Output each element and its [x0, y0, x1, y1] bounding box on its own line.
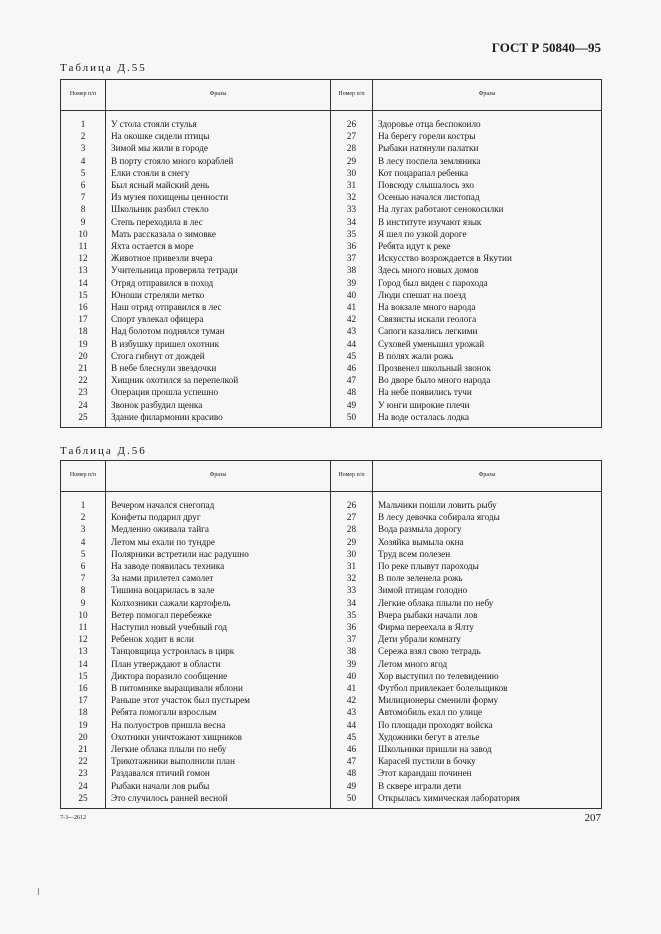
row-phrase: Легкие облака плыли по небу [373, 597, 602, 609]
row-phrase: Сапоги казались легкими [373, 325, 602, 337]
row-phrase: Юноши стреляли метко [106, 289, 331, 301]
row-number: 26 [331, 499, 373, 511]
table-row [61, 706, 602, 718]
row-phrase: В питомнике выращивали яблони [106, 682, 331, 694]
row-phrase: Труд всем полезен [373, 548, 602, 560]
row-number: 12 [61, 633, 106, 645]
row-number: 19 [61, 719, 106, 731]
row-phrase: На лугах работают сенокосилки [373, 203, 602, 215]
row-number: 21 [61, 743, 106, 755]
row-phrase: Ребенок ходит в ясли [106, 633, 331, 645]
row-number: 48 [331, 386, 373, 398]
phrase-table-d55 [60, 79, 602, 428]
spacer-row [61, 492, 602, 500]
row-number: 32 [331, 191, 373, 203]
row-number: 47 [331, 755, 373, 767]
row-phrase: Город был виден с парохода [373, 277, 602, 289]
table-row [61, 167, 602, 179]
row-number: 41 [331, 301, 373, 313]
row-phrase: Суховей уменьшил урожай [373, 338, 602, 350]
row-phrase: Из музея похищены ценности [106, 191, 331, 203]
row-phrase: Наш отряд отправился в лес [106, 301, 331, 313]
spacer-cell [331, 492, 373, 500]
row-phrase: Над болотом поднялся туман [106, 325, 331, 337]
row-number: 20 [61, 731, 106, 743]
table-row [61, 792, 602, 809]
table-row [61, 584, 602, 596]
row-number: 25 [61, 411, 106, 428]
table-row [61, 350, 602, 362]
row-phrase: Вечером начался снегопад [106, 499, 331, 511]
row-number: 45 [331, 350, 373, 362]
row-phrase: За нами прилетел самолет [106, 572, 331, 584]
row-number: 28 [331, 523, 373, 535]
table-row [61, 338, 602, 350]
row-phrase: Осенью начался листопад [373, 191, 602, 203]
row-number: 40 [331, 670, 373, 682]
row-phrase: Школьник разбил стекло [106, 203, 331, 215]
spacer-cell [373, 492, 602, 500]
row-number: 5 [61, 548, 106, 560]
row-phrase: В лесу девочка собирала ягоды [373, 511, 602, 523]
row-phrase: Фирма переехала в Ялту [373, 621, 602, 633]
row-number: 1 [61, 499, 106, 511]
row-phrase: Отряд отправился в поход [106, 277, 331, 289]
row-number: 37 [331, 252, 373, 264]
row-phrase: Трикотажники выполнили план [106, 755, 331, 767]
table-row [61, 658, 602, 670]
row-phrase: У стола стояли стулья [106, 118, 331, 130]
row-phrase: Степь переходила в лес [106, 216, 331, 228]
row-phrase: Здоровье отца беспокоило [373, 118, 602, 130]
row-phrase: В поле зеленела рожь [373, 572, 602, 584]
row-phrase: По площади проходят войска [373, 719, 602, 731]
column-header-phrases: Фразы [106, 461, 331, 492]
row-number: 10 [61, 609, 106, 621]
spacer-cell [61, 492, 106, 500]
table-row [61, 694, 602, 706]
row-phrase: На берегу горели костры [373, 130, 602, 142]
table-row [61, 252, 602, 264]
row-phrase: У юнги широкие плечи [373, 399, 602, 411]
table-caption-d55: Таблица Д.55 [60, 62, 147, 74]
row-phrase: В институте изучают язык [373, 216, 602, 228]
row-number: 35 [331, 609, 373, 621]
table-row [61, 142, 602, 154]
row-phrase: Стога гибнут от дождей [106, 350, 331, 362]
row-number: 34 [331, 597, 373, 609]
row-phrase: Вчера рыбаки начали лов [373, 609, 602, 621]
row-number: 37 [331, 633, 373, 645]
row-phrase: Зимой птицам голодно [373, 584, 602, 596]
phrase-table-d56 [60, 460, 602, 809]
table-row [61, 499, 602, 511]
row-number: 2 [61, 130, 106, 142]
row-phrase: Искусство возрождается в Якутии [373, 252, 602, 264]
row-number: 6 [61, 179, 106, 191]
row-phrase: На полуостров пришла весна [106, 719, 331, 731]
row-number: 10 [61, 228, 106, 240]
table-row [61, 780, 602, 792]
row-number: 29 [331, 155, 373, 167]
row-phrase: Повсюду слышалось эхо [373, 179, 602, 191]
row-number: 11 [61, 621, 106, 633]
table-row [61, 767, 602, 779]
table-row [61, 731, 602, 743]
row-phrase: Диктора поразило сообщение [106, 670, 331, 682]
table-row [61, 191, 602, 203]
row-number: 27 [331, 511, 373, 523]
row-number: 14 [61, 658, 106, 670]
row-phrase: Художники бегут в ателье [373, 731, 602, 743]
row-number: 17 [61, 313, 106, 325]
row-number: 45 [331, 731, 373, 743]
row-number: 23 [61, 767, 106, 779]
table-row [61, 374, 602, 386]
row-number: 42 [331, 313, 373, 325]
row-phrase: Люди спешат на поезд [373, 289, 602, 301]
row-phrase: Дети убрали комнату [373, 633, 602, 645]
row-phrase: Танцовщица устроилась в цирк [106, 645, 331, 657]
row-number: 41 [331, 682, 373, 694]
table-row [61, 682, 602, 694]
row-phrase: В небе блеснули звездочки [106, 362, 331, 374]
row-phrase: На небе появились тучи [373, 386, 602, 398]
spacer-row [61, 111, 602, 119]
row-number: 36 [331, 621, 373, 633]
margin-mark [38, 888, 39, 895]
row-phrase: Милиционеры сменили форму [373, 694, 602, 706]
row-phrase: Раньше этот участок был пустырем [106, 694, 331, 706]
row-phrase: Этот карандаш починен [373, 767, 602, 779]
row-number: 39 [331, 277, 373, 289]
table-row [61, 511, 602, 523]
row-number: 43 [331, 706, 373, 718]
row-number: 11 [61, 240, 106, 252]
row-number: 13 [61, 645, 106, 657]
spacer-cell [331, 111, 373, 119]
row-number: 46 [331, 743, 373, 755]
row-phrase: Я шел по узкой дороге [373, 228, 602, 240]
document-code: ГОСТ Р 50840—95 [491, 40, 601, 55]
row-phrase: Елки стояли в снегу [106, 167, 331, 179]
table-row [61, 301, 602, 313]
row-number: 44 [331, 338, 373, 350]
row-phrase: Медленно оживала тайга [106, 523, 331, 535]
row-number: 30 [331, 167, 373, 179]
row-number: 4 [61, 155, 106, 167]
row-number: 35 [331, 228, 373, 240]
row-number: 25 [61, 792, 106, 809]
row-number: 38 [331, 264, 373, 276]
table-row [61, 597, 602, 609]
table-row [61, 743, 602, 755]
row-number: 6 [61, 560, 106, 572]
row-number: 1 [61, 118, 106, 130]
table-row [61, 536, 602, 548]
row-phrase: Мать рассказала о зимовке [106, 228, 331, 240]
table-row [61, 264, 602, 276]
spacer-cell [373, 111, 602, 119]
row-number: 4 [61, 536, 106, 548]
table-row [61, 362, 602, 374]
row-phrase: Учительница проверяла тетради [106, 264, 331, 276]
column-header-phrases: Фразы [106, 80, 331, 111]
spacer-cell [106, 111, 331, 119]
table-row [61, 289, 602, 301]
row-number: 22 [61, 374, 106, 386]
row-phrase: Ребята помогали взрослым [106, 706, 331, 718]
column-header-number: Номер п/п [61, 80, 106, 111]
row-number: 18 [61, 706, 106, 718]
row-number: 18 [61, 325, 106, 337]
row-number: 34 [331, 216, 373, 228]
row-number: 38 [331, 645, 373, 657]
row-phrase: На воде осталась лодка [373, 411, 602, 428]
row-phrase: Конфеты подарил друг [106, 511, 331, 523]
row-phrase: Зимой мы жили в городе [106, 142, 331, 154]
row-number: 33 [331, 203, 373, 215]
row-number: 26 [331, 118, 373, 130]
row-phrase: Открылась химическая лаборатория [373, 792, 602, 809]
table-row [61, 621, 602, 633]
row-number: 42 [331, 694, 373, 706]
row-number: 29 [331, 536, 373, 548]
row-number: 33 [331, 584, 373, 596]
row-phrase: Сережа взял свою тетрадь [373, 645, 602, 657]
row-phrase: Футбол привлекает болельщиков [373, 682, 602, 694]
row-phrase: Хозяйка вымыла окна [373, 536, 602, 548]
row-phrase: Яхта остается в море [106, 240, 331, 252]
row-phrase: На заводе появилась техника [106, 560, 331, 572]
table-row [61, 633, 602, 645]
row-phrase: Школьники пришли на завод [373, 743, 602, 755]
column-header-number: Номер п/п [331, 80, 373, 111]
page-number: 207 [584, 812, 601, 824]
row-phrase: Хор выступил по телевидению [373, 670, 602, 682]
print-code: 7-3—2612 [60, 815, 86, 821]
table-row [61, 548, 602, 560]
table-row [61, 670, 602, 682]
row-number: 36 [331, 240, 373, 252]
row-phrase: Карасей пустили в бочку [373, 755, 602, 767]
row-number: 43 [331, 325, 373, 337]
row-number: 15 [61, 670, 106, 682]
row-phrase: Ребята идут к реке [373, 240, 602, 252]
table-row [61, 755, 602, 767]
row-phrase: Это случилось ранней весной [106, 792, 331, 809]
row-number: 20 [61, 350, 106, 362]
row-number: 24 [61, 780, 106, 792]
row-number: 15 [61, 289, 106, 301]
row-phrase: Мальчики пошли ловить рыбу [373, 499, 602, 511]
row-number: 22 [61, 755, 106, 767]
row-number: 12 [61, 252, 106, 264]
row-phrase: Операция прошла успешно [106, 386, 331, 398]
row-phrase: План утверждают в области [106, 658, 331, 670]
row-phrase: Звонок разбудил щенка [106, 399, 331, 411]
row-number: 30 [331, 548, 373, 560]
row-number: 49 [331, 780, 373, 792]
row-number: 46 [331, 362, 373, 374]
row-number: 16 [61, 682, 106, 694]
table-row [61, 645, 602, 657]
row-number: 5 [61, 167, 106, 179]
row-number: 47 [331, 374, 373, 386]
row-number: 19 [61, 338, 106, 350]
row-phrase: Прозвенел школьный звонок [373, 362, 602, 374]
table-row [61, 179, 602, 191]
table-row [61, 118, 602, 130]
row-number: 27 [331, 130, 373, 142]
table-row [61, 560, 602, 572]
row-number: 7 [61, 572, 106, 584]
table-row [61, 155, 602, 167]
table-row [61, 523, 602, 535]
row-number: 50 [331, 792, 373, 809]
table-row [61, 277, 602, 289]
row-number: 3 [61, 142, 106, 154]
table-row [61, 325, 602, 337]
row-phrase: Раздавался птичий гомон [106, 767, 331, 779]
row-phrase: Рыбаки натянули палатки [373, 142, 602, 154]
spacer-cell [106, 492, 331, 500]
table-row [61, 572, 602, 584]
row-phrase: Спорт увлекал офицера [106, 313, 331, 325]
table-row [61, 399, 602, 411]
row-number: 17 [61, 694, 106, 706]
row-phrase: На вокзале много народа [373, 301, 602, 313]
table-caption-d56: Таблица Д.56 [60, 445, 147, 457]
row-phrase: В избушку пришел охотник [106, 338, 331, 350]
row-number: 2 [61, 511, 106, 523]
row-phrase: В полях жали рожь [373, 350, 602, 362]
row-phrase: Колхозники сажали картофель [106, 597, 331, 609]
row-number: 32 [331, 572, 373, 584]
row-number: 31 [331, 179, 373, 191]
row-phrase: Летом много ягод [373, 658, 602, 670]
spacer-cell [61, 111, 106, 119]
row-number: 9 [61, 597, 106, 609]
row-phrase: В лесу поспела земляника [373, 155, 602, 167]
row-phrase: Рыбаки начали лов рыбы [106, 780, 331, 792]
table-row [61, 313, 602, 325]
table-body [61, 492, 602, 809]
row-phrase: Ветер помогал перебежке [106, 609, 331, 621]
row-number: 48 [331, 767, 373, 779]
table-row [61, 216, 602, 228]
row-number: 7 [61, 191, 106, 203]
column-header-phrases: Фразы [373, 461, 602, 492]
row-phrase: На окошке сидели птицы [106, 130, 331, 142]
column-header-number: Номер п/п [331, 461, 373, 492]
row-number: 23 [61, 386, 106, 398]
row-phrase: Здесь много новых домов [373, 264, 602, 276]
row-number: 44 [331, 719, 373, 731]
row-number: 31 [331, 560, 373, 572]
row-number: 9 [61, 216, 106, 228]
row-number: 49 [331, 399, 373, 411]
row-number: 8 [61, 203, 106, 215]
row-number: 39 [331, 658, 373, 670]
row-phrase: Во дворе было много народа [373, 374, 602, 386]
row-number: 14 [61, 277, 106, 289]
row-phrase: Летом мы ехали по тундре [106, 536, 331, 548]
row-phrase: Здание филармонии красиво [106, 411, 331, 428]
row-phrase: Животное привезли вчера [106, 252, 331, 264]
table-row [61, 719, 602, 731]
table-row [61, 609, 602, 621]
row-phrase: Хищник охотился за перепелкой [106, 374, 331, 386]
row-number: 16 [61, 301, 106, 313]
column-header-number: Номер п/п [61, 461, 106, 492]
row-phrase: Легкие облака плыли по небу [106, 743, 331, 755]
row-phrase: Автомобиль ехал по улице [373, 706, 602, 718]
row-phrase: Полярники встретили нас радушно [106, 548, 331, 560]
row-phrase: Вода размыла дорогу [373, 523, 602, 535]
row-phrase: Тишина воцарилась в зале [106, 584, 331, 596]
row-phrase: В порту стояло много кораблей [106, 155, 331, 167]
table-row [61, 411, 602, 428]
table-row [61, 386, 602, 398]
row-phrase: Наступил новый учебный год [106, 621, 331, 633]
row-number: 8 [61, 584, 106, 596]
row-phrase: В сквере играли дети [373, 780, 602, 792]
row-number: 24 [61, 399, 106, 411]
row-number: 21 [61, 362, 106, 374]
row-number: 40 [331, 289, 373, 301]
table-row [61, 240, 602, 252]
row-number: 13 [61, 264, 106, 276]
table-body [61, 111, 602, 428]
row-phrase: Охотники уничтожают хищников [106, 731, 331, 743]
row-phrase: Был ясный майский день [106, 179, 331, 191]
row-number: 3 [61, 523, 106, 535]
table-row [61, 203, 602, 215]
row-phrase: Связисты искали геолога [373, 313, 602, 325]
table-row [61, 228, 602, 240]
column-header-phrases: Фразы [373, 80, 602, 111]
table-row [61, 130, 602, 142]
row-phrase: По реке плывут пароходы [373, 560, 602, 572]
row-phrase: Кот поцарапал ребенка [373, 167, 602, 179]
row-number: 50 [331, 411, 373, 428]
row-number: 28 [331, 142, 373, 154]
